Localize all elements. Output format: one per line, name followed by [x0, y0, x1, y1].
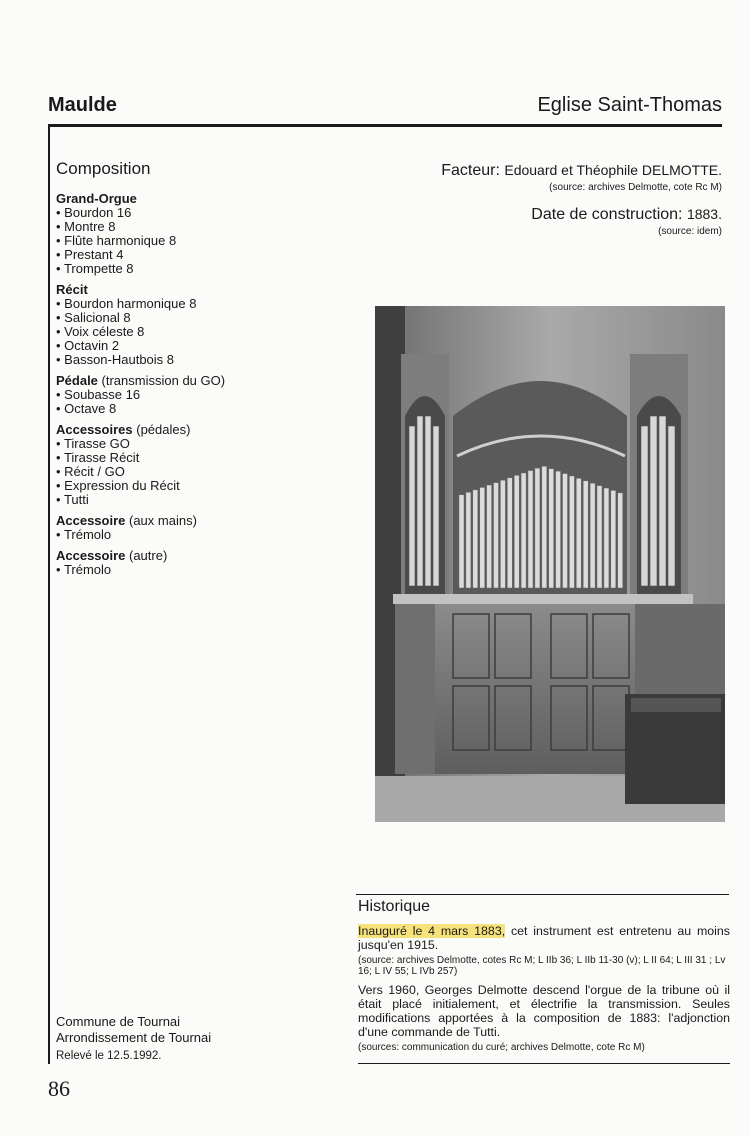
stop-list: [56, 437, 356, 507]
commune: Commune de Tournai: [56, 1014, 181, 1029]
stop-item: • Tirasse Récit: [56, 451, 356, 465]
construction-label: Date de construction:: [531, 206, 683, 223]
composition-section: [56, 283, 356, 367]
facteur-block: [342, 162, 722, 193]
page-number: 86: [48, 1076, 70, 1101]
historique-source-2: (sources: communication du curé; archives Delmotte, cote Rc M): [358, 1042, 645, 1053]
historique-text-2: Vers 1960, Georges Delmotte descend l'orgue de la tribune où il était placé initialement, et électrifie la transmission. Seules modifications apportées à la composition de 1883: l'adjonction d'une commande de Tutti.: [358, 983, 730, 1039]
organ-photo: [375, 306, 725, 822]
construction-block: [342, 206, 722, 237]
stop-item: • Trompette 8: [56, 262, 356, 276]
section-name: Accessoire: [56, 513, 126, 528]
section-title: [56, 374, 356, 388]
section-note: (autre): [125, 548, 168, 563]
stop-item: • Récit / GO: [56, 465, 356, 479]
stop-item: • Octave 8: [56, 402, 356, 416]
composition-block: [56, 159, 356, 584]
arrondissement: Arrondissement de Tournai: [56, 1030, 212, 1045]
stop-item: • Tirasse GO: [56, 437, 356, 451]
construction-value: 1883.: [686, 206, 722, 222]
section-name: Accessoire: [56, 548, 126, 563]
section-name: Récit: [56, 282, 88, 297]
section-note: (pédales): [132, 422, 191, 437]
stop-item: • Trémolo: [56, 528, 356, 542]
stop-item: • Salicional 8: [56, 311, 356, 325]
section-title: [56, 514, 356, 528]
historique-text-1: cet instrument est entretenu au moins jusqu'en 1915.: [358, 924, 730, 952]
stop-item: • Expression du Récit: [56, 479, 356, 493]
section-name: Pédale: [56, 373, 98, 388]
facteur-source: (source: archives Delmotte, cote Rc M): [549, 182, 722, 193]
section-name: Grand-Orgue: [56, 191, 137, 206]
header-rule: [48, 124, 722, 127]
stop-list: [56, 528, 356, 542]
stop-item: • Basson-Hautbois 8: [56, 353, 356, 367]
commune-block: [56, 1014, 211, 1046]
stop-item: • Flûte harmonique 8: [56, 234, 356, 248]
stop-item: • Prestant 4: [56, 248, 356, 262]
stop-item: • Bourdon harmonique 8: [56, 297, 356, 311]
stop-list: [56, 206, 356, 276]
left-rule: [48, 124, 50, 1064]
composition-sections: [56, 192, 356, 577]
section-title: [56, 423, 356, 437]
facteur-value: Edouard et Théophile DELMOTTE.: [504, 162, 722, 178]
section-name: Accessoires: [56, 422, 133, 437]
section-note: (aux mains): [125, 513, 197, 528]
historique-rule: [356, 894, 729, 895]
stop-item: • Soubasse 16: [56, 388, 356, 402]
facteur-label: Facteur:: [441, 162, 500, 179]
stop-item: • Voix céleste 8: [56, 325, 356, 339]
composition-section: [56, 374, 356, 416]
historique-block: [358, 900, 730, 1059]
stop-item: • Bourdon 16: [56, 206, 356, 220]
stop-list: [56, 388, 356, 416]
composition-title: Composition: [56, 159, 151, 178]
construction-source: (source: idem): [658, 226, 722, 237]
composition-section: [56, 549, 356, 577]
stop-list: [56, 563, 356, 577]
highlighted-text: Inauguré le 4 mars 1883,: [358, 924, 506, 938]
section-title: [56, 549, 356, 563]
historique-source-1: (source: archives Delmotte, cotes Rc M; L IIb 36; L IIb 11-30 (v); L II 64; L III 31 ; Lv 16; L IV 55; L IVb 257): [358, 955, 726, 977]
composition-section: [56, 423, 356, 507]
stop-item: • Montre 8: [56, 220, 356, 234]
stop-item: • Octavin 2: [56, 339, 356, 353]
stop-item: • Tutti: [56, 493, 356, 507]
composition-section: [56, 192, 356, 276]
releve-date: Relevé le 12.5.1992.: [56, 1050, 162, 1062]
composition-section: [56, 514, 356, 542]
stop-list: [56, 297, 356, 367]
historique-bottom-rule: [358, 1063, 730, 1064]
section-title: [56, 192, 356, 206]
section-title: [56, 283, 356, 297]
stop-item: • Trémolo: [56, 563, 356, 577]
section-note: (transmission du GO): [97, 373, 226, 388]
church-title: Eglise Saint-Thomas: [537, 94, 722, 116]
place-title: Maulde: [48, 94, 117, 116]
historique-title: Historique: [358, 898, 431, 915]
